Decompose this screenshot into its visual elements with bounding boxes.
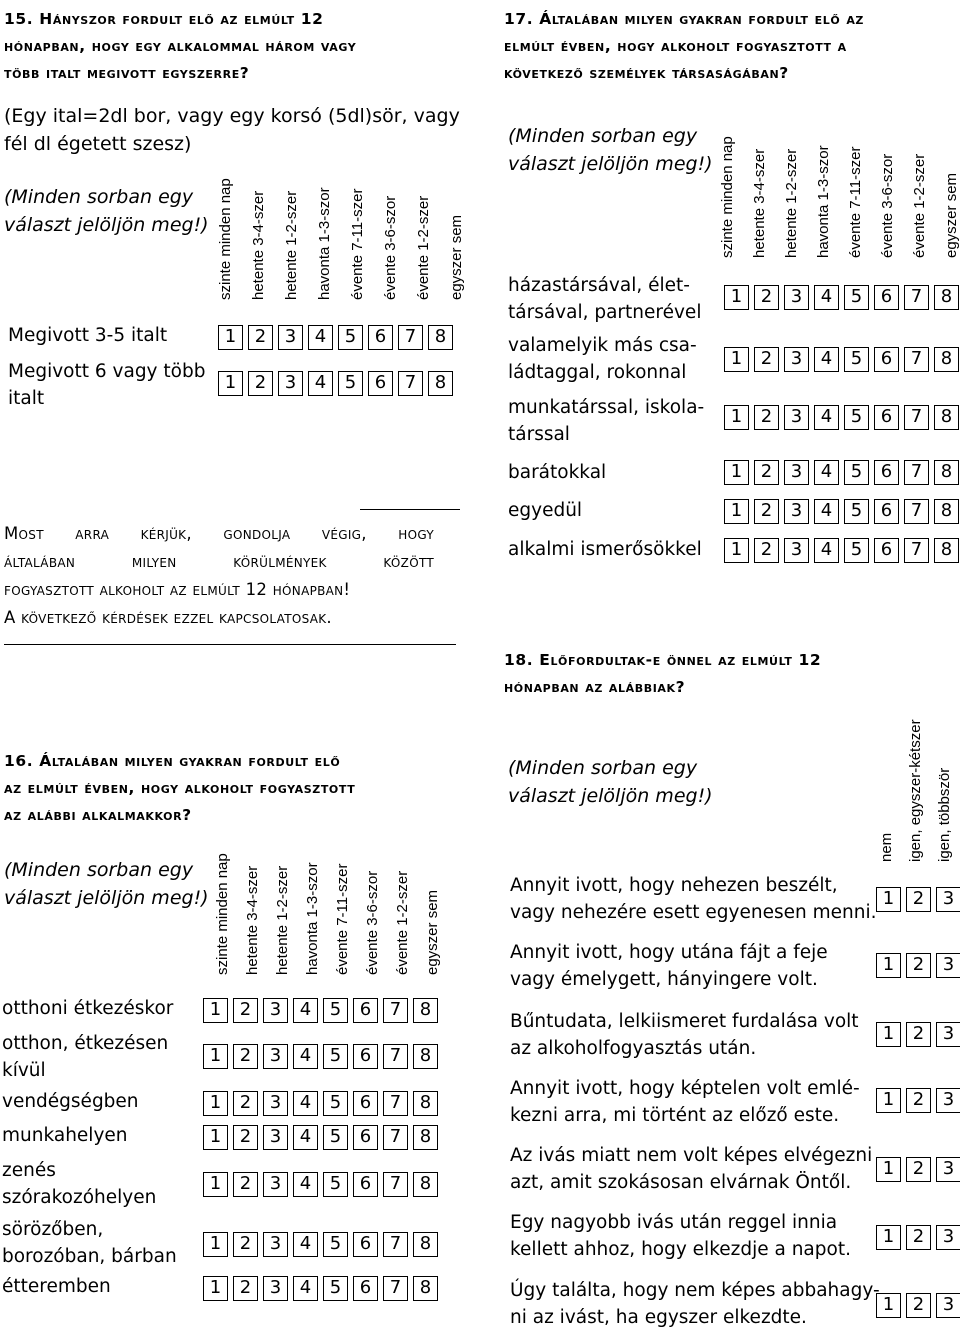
q15-definition-line2: fél dl égetett szesz) — [4, 133, 192, 155]
q16-header-6: évente 3-6-szor — [364, 870, 381, 975]
q17-row5-option-7[interactable]: 7 — [904, 499, 929, 524]
q16-instruction-line2: választ jelöljön meg!) — [4, 887, 209, 909]
q17-row1-option-5[interactable]: 5 — [844, 285, 869, 310]
q17-row5-option-3[interactable]: 3 — [784, 499, 809, 524]
q16-row3-option-1[interactable]: 1 — [203, 1091, 228, 1116]
q17-row4-option-1[interactable]: 1 — [724, 460, 749, 485]
q17-row5-option-4[interactable]: 4 — [814, 499, 839, 524]
q18-row7-option-1[interactable]: 1 — [876, 1293, 901, 1318]
q16-row-label-line1: otthoni étkezéskor — [2, 998, 174, 1019]
q16-header-7: évente 1-2-szer — [394, 870, 411, 975]
q17-row5-option-1[interactable]: 1 — [724, 499, 749, 524]
q16-answer-options-5 — [203, 1172, 443, 1197]
q17-row4-option-2[interactable]: 2 — [754, 460, 779, 485]
q15-definition-line1: (Egy ital=2dl bor, vagy egy korsó (5dl)sör, vagy — [4, 105, 460, 127]
q17-row6-option-1[interactable]: 1 — [724, 538, 749, 563]
q17-row1-option-3[interactable]: 3 — [784, 285, 809, 310]
q15-title-line3: több italt megivott egyszerre? — [4, 64, 250, 82]
q16-row-label-7 — [2, 1273, 111, 1300]
q17-row-label-line1: egyedül — [508, 500, 583, 521]
q18-row-label-line1: Annyit ivott, hogy nehezen beszélt, — [510, 875, 838, 896]
q18-title-line2: hónapban az alábbiak? — [504, 678, 686, 696]
q17-row2-option-7[interactable]: 7 — [904, 347, 929, 372]
q17-row3-option-3[interactable]: 3 — [784, 405, 809, 430]
q17-header-1: szinte minden nap — [719, 136, 736, 258]
q15-row2-option-1[interactable]: 1 — [218, 371, 243, 396]
q15-row1-option-3[interactable]: 3 — [278, 325, 303, 350]
q18-row2-option-1[interactable]: 1 — [876, 953, 901, 978]
q17-row2-option-1[interactable]: 1 — [724, 347, 749, 372]
q16-row2-option-6[interactable]: 6 — [353, 1044, 378, 1069]
q17-row-label-line2: ládtaggal, rokonnal — [508, 362, 687, 383]
q16-row5-option-8[interactable]: 8 — [413, 1172, 438, 1197]
q18-row1-option-3[interactable]: 3 — [936, 887, 960, 912]
q16-row5-option-7[interactable]: 7 — [383, 1172, 408, 1197]
q18-instruction-line2: választ jelöljön meg!) — [508, 785, 713, 807]
q17-row3-option-8[interactable]: 8 — [934, 405, 959, 430]
q15-row2-option-8[interactable]: 8 — [428, 371, 453, 396]
q17-row6-option-7[interactable]: 7 — [904, 538, 929, 563]
q16-row7-option-2[interactable]: 2 — [233, 1276, 258, 1301]
q16-row2-option-3[interactable]: 3 — [263, 1044, 288, 1069]
q15-row1-option-8[interactable]: 8 — [428, 325, 453, 350]
q17-row6-option-4[interactable]: 4 — [814, 538, 839, 563]
q17-row4-option-3[interactable]: 3 — [784, 460, 809, 485]
q17-header-7: évente 1-2-szer — [911, 153, 928, 258]
q16-row2-option-4[interactable]: 4 — [293, 1044, 318, 1069]
q17-header-8: egyszer sem — [943, 172, 960, 258]
q15-header-5: évente 7-11-szer — [349, 188, 366, 300]
q16-row4-option-8[interactable]: 8 — [413, 1125, 438, 1150]
q16-row3-option-6[interactable]: 6 — [353, 1091, 378, 1116]
q17-row-label-line1: alkalmi ismerősökkel — [508, 539, 702, 560]
q17-row5-option-6[interactable]: 6 — [874, 499, 899, 524]
q15-row1-option-1[interactable]: 1 — [218, 325, 243, 350]
q16-row7-option-3[interactable]: 3 — [263, 1276, 288, 1301]
q17-header-2: hetente 3-4-szer — [751, 148, 768, 258]
note-line3: fogyasztott alkoholt az elmúlt 12 hónapban! — [4, 580, 351, 599]
q15-instruction-line2: választ jelöljön meg!) — [4, 214, 209, 236]
q17-row3-option-7[interactable]: 7 — [904, 405, 929, 430]
q18-row-label-1 — [510, 872, 876, 926]
q16-row6-option-4[interactable]: 4 — [293, 1232, 318, 1257]
q17-row1-option-1[interactable]: 1 — [724, 285, 749, 310]
q18-row-label-line2: vagy nehezére esett egyenesen menni. — [510, 902, 877, 923]
q16-header-2: hetente 3-4-szer — [244, 865, 261, 975]
q17-row4-option-4[interactable]: 4 — [814, 460, 839, 485]
q15-row1-option-6[interactable]: 6 — [368, 325, 393, 350]
q17-row1-option-7[interactable]: 7 — [904, 285, 929, 310]
q15-header-4: havonta 1-3-szor — [316, 187, 333, 300]
q17-row6-option-6[interactable]: 6 — [874, 538, 899, 563]
q17-title-line3: következő személyek társaságában? — [504, 64, 789, 82]
q17-row2-option-6[interactable]: 6 — [874, 347, 899, 372]
q16-row1-option-8[interactable]: 8 — [413, 998, 438, 1023]
q18-row5-option-2[interactable]: 2 — [906, 1157, 931, 1182]
q18-row-label-line2: kellett ahhoz, hogy elkezdje a napot. — [510, 1239, 851, 1260]
q16-row-label-line1: zenés — [2, 1160, 56, 1181]
q16-row1-option-2[interactable]: 2 — [233, 998, 258, 1023]
q15-header-8: egyszer sem — [448, 214, 465, 300]
q18-row-label-line2: az alkoholfogyasztás után. — [510, 1038, 757, 1059]
q16-header-3: hetente 1-2-szer — [274, 865, 291, 975]
q16-row1-option-6[interactable]: 6 — [353, 998, 378, 1023]
q16-row3-option-5[interactable]: 5 — [323, 1091, 348, 1116]
q15-header-2: hetente 3-4-szer — [250, 190, 267, 300]
q16-row-label-line1: otthon, étkezésen — [2, 1033, 169, 1054]
note-line1: Most arra kérjük, gondolja végig, hogy — [4, 524, 434, 543]
q15-row2-option-6[interactable]: 6 — [368, 371, 393, 396]
q17-row3-option-5[interactable]: 5 — [844, 405, 869, 430]
q18-row6-option-1[interactable]: 1 — [876, 1225, 901, 1250]
q17-instruction-line1: (Minden sorban egy — [508, 125, 698, 147]
q17-row-label-line2: társával, partnerével — [508, 302, 702, 323]
q16-row6-option-6[interactable]: 6 — [353, 1232, 378, 1257]
q18-instruction-line1: (Minden sorban egy — [508, 757, 698, 779]
q18-row1-option-1[interactable]: 1 — [876, 887, 901, 912]
q17-row6-option-5[interactable]: 5 — [844, 538, 869, 563]
q16-row1-option-5[interactable]: 5 — [323, 998, 348, 1023]
q18-title-line1: 18. Előfordultak-e önnel az elmúlt 12 — [504, 651, 822, 669]
q18-answer-options-4 — [876, 1088, 960, 1113]
q18-row7-option-3[interactable]: 3 — [936, 1293, 960, 1318]
q18-row2-option-3[interactable]: 3 — [936, 953, 960, 978]
q16-row-label-line2: borozóban, bárban — [2, 1246, 177, 1267]
q16-row5-option-5[interactable]: 5 — [323, 1172, 348, 1197]
q18-row-label-line1: Annyit ivott, hogy utána fájt a feje — [510, 942, 828, 963]
q18-row-label-3 — [510, 1008, 859, 1062]
q18-row-label-6 — [510, 1209, 851, 1263]
q16-title-line3: az alábbi alkalmakkor? — [4, 806, 192, 824]
q16-row5-option-1[interactable]: 1 — [203, 1172, 228, 1197]
q16-row1-option-1[interactable]: 1 — [203, 998, 228, 1023]
q16-instruction-line1: (Minden sorban egy — [4, 859, 194, 881]
q17-row6-option-8[interactable]: 8 — [934, 538, 959, 563]
q18-row6-option-3[interactable]: 3 — [936, 1225, 960, 1250]
q16-header-8: egyszer sem — [424, 889, 441, 975]
q18-row5-option-1[interactable]: 1 — [876, 1157, 901, 1182]
q16-row7-option-8[interactable]: 8 — [413, 1276, 438, 1301]
q16-answer-options-1 — [203, 998, 443, 1023]
q18-header-1: nem — [878, 832, 895, 862]
q17-row-label-line1: házastársával, élet- — [508, 275, 690, 296]
q16-row7-option-4[interactable]: 4 — [293, 1276, 318, 1301]
q16-row7-option-7[interactable]: 7 — [383, 1276, 408, 1301]
q16-row-label-3 — [2, 1088, 139, 1115]
q17-row4-option-5[interactable]: 5 — [844, 460, 869, 485]
q15-row1-option-4[interactable]: 4 — [308, 325, 333, 350]
q17-row2-option-3[interactable]: 3 — [784, 347, 809, 372]
q16-row1-option-4[interactable]: 4 — [293, 998, 318, 1023]
q18-row-label-line2: vagy émelygett, hányingere volt. — [510, 969, 818, 990]
q16-title-line2: az elmúlt évben, hogy alkoholt fogyasztott — [4, 779, 356, 797]
q16-row6-option-8[interactable]: 8 — [413, 1232, 438, 1257]
q16-row2-option-7[interactable]: 7 — [383, 1044, 408, 1069]
q17-header-5: évente 7-11-szer — [847, 146, 864, 258]
q16-row-label-5 — [2, 1157, 156, 1211]
q17-row4-option-7[interactable]: 7 — [904, 460, 929, 485]
q16-answer-options-7 — [203, 1276, 443, 1301]
q17-row-label-line1: munkatárssal, iskola- — [508, 397, 705, 418]
q17-row-label-line1: valamelyik más csa- — [508, 335, 697, 356]
q15-row2-option-7[interactable]: 7 — [398, 371, 423, 396]
q16-title-line1: 16. Általában milyen gyakran fordult elő — [4, 752, 341, 770]
q18-answer-options-6 — [876, 1225, 960, 1250]
q17-title-line2: elmúlt évben, hogy alkoholt fogyasztott a — [504, 37, 847, 55]
q18-row4-option-1[interactable]: 1 — [876, 1088, 901, 1113]
q18-row3-option-1[interactable]: 1 — [876, 1022, 901, 1047]
q17-row5-option-5[interactable]: 5 — [844, 499, 869, 524]
q15-header-3: hetente 1-2-szer — [283, 190, 300, 300]
q18-row-label-7 — [510, 1277, 880, 1331]
q16-row3-option-4[interactable]: 4 — [293, 1091, 318, 1116]
q17-row-label-line2: társsal — [508, 424, 570, 445]
q16-answer-options-6 — [203, 1232, 443, 1257]
q16-row-label-2 — [2, 1030, 168, 1084]
q16-row4-option-1[interactable]: 1 — [203, 1125, 228, 1150]
q16-row7-option-5[interactable]: 5 — [323, 1276, 348, 1301]
q16-answer-options-4 — [203, 1125, 443, 1150]
q16-row-label-6 — [2, 1216, 177, 1270]
q16-row-label-1 — [2, 995, 173, 1022]
q16-row6-option-7[interactable]: 7 — [383, 1232, 408, 1257]
q17-header-6: évente 3-6-szor — [879, 153, 896, 258]
q18-answer-options-1 — [876, 887, 960, 912]
q15-title-line2: hónapban, hogy egy alkalommal három vagy — [4, 37, 357, 55]
q17-row3-option-2[interactable]: 2 — [754, 405, 779, 430]
q16-row6-option-2[interactable]: 2 — [233, 1232, 258, 1257]
q17-row2-option-2[interactable]: 2 — [754, 347, 779, 372]
q18-row6-option-2[interactable]: 2 — [906, 1225, 931, 1250]
q16-row6-option-3[interactable]: 3 — [263, 1232, 288, 1257]
q18-row-label-line2: azt, amit szokásosan elvárnak Öntől. — [510, 1172, 852, 1193]
q16-header-4: havonta 1-3-szor — [304, 862, 321, 975]
q17-row3-option-4[interactable]: 4 — [814, 405, 839, 430]
q18-row-label-5 — [510, 1142, 872, 1196]
q15-row2-option-3[interactable]: 3 — [278, 371, 303, 396]
q16-row5-option-3[interactable]: 3 — [263, 1172, 288, 1197]
q15-header-1: szinte minden nap — [217, 178, 234, 300]
q18-row3-option-2[interactable]: 2 — [906, 1022, 931, 1047]
q17-row5-option-8[interactable]: 8 — [934, 499, 959, 524]
q18-row-label-4 — [510, 1075, 860, 1129]
q15-row2-option-4[interactable]: 4 — [308, 371, 333, 396]
q18-row-label-line1: Bűntudata, lelkiismeret furdalása volt — [510, 1011, 859, 1032]
q16-answer-options-2 — [203, 1044, 443, 1069]
q18-answer-options-2 — [876, 953, 960, 978]
q17-header-4: havonta 1-3-szor — [815, 145, 832, 258]
q18-answer-options-7 — [876, 1293, 960, 1318]
q16-row4-option-7[interactable]: 7 — [383, 1125, 408, 1150]
q16-row4-option-3[interactable]: 3 — [263, 1125, 288, 1150]
q18-row-label-line1: Úgy találta, hogy nem képes abbahagy- — [510, 1280, 880, 1301]
q18-row-label-2 — [510, 939, 828, 993]
q16-row-label-line1: étteremben — [2, 1276, 111, 1297]
q16-row5-option-2[interactable]: 2 — [233, 1172, 258, 1197]
q16-row3-option-8[interactable]: 8 — [413, 1091, 438, 1116]
q15-row-label-line1: Megivott 6 vagy több — [8, 361, 206, 382]
q15-header-6: évente 3-6-szor — [382, 195, 399, 300]
q16-row-label-4 — [2, 1122, 128, 1149]
q15-instruction-line1: (Minden sorban egy — [4, 186, 194, 208]
q18-answer-options-5 — [876, 1157, 960, 1182]
q18-row-label-line1: Annyit ivott, hogy képtelen volt emlé- — [510, 1078, 860, 1099]
q16-row-label-line1: munkahelyen — [2, 1125, 128, 1146]
q15-row-label-line1: Megivott 3-5 italt — [8, 325, 168, 346]
q18-row3-option-3[interactable]: 3 — [936, 1022, 960, 1047]
q16-row-label-line1: vendégségben — [2, 1091, 139, 1112]
q16-header-1: szinte minden nap — [214, 853, 231, 975]
q16-row4-option-2[interactable]: 2 — [233, 1125, 258, 1150]
q15-row2-option-5[interactable]: 5 — [338, 371, 363, 396]
q16-row5-option-4[interactable]: 4 — [293, 1172, 318, 1197]
q18-row-label-line2: kezni arra, mi történt az előző este. — [510, 1105, 840, 1126]
q18-row-label-line1: Egy nagyobb ivás után reggel innia — [510, 1212, 838, 1233]
q16-row1-option-7[interactable]: 7 — [383, 998, 408, 1023]
q15-header-7: évente 1-2-szer — [415, 195, 432, 300]
q16-row6-option-5[interactable]: 5 — [323, 1232, 348, 1257]
q16-row5-option-6[interactable]: 6 — [353, 1172, 378, 1197]
q18-row4-option-3[interactable]: 3 — [936, 1088, 960, 1113]
q15-row-label-line2: italt — [8, 388, 45, 409]
q16-row-label-line2: szórakozóhelyen — [2, 1187, 157, 1208]
q16-row4-option-6[interactable]: 6 — [353, 1125, 378, 1150]
note-line2: általában milyen körülmények között — [4, 552, 434, 571]
q15-row1-option-7[interactable]: 7 — [398, 325, 423, 350]
q15-row1-option-2[interactable]: 2 — [248, 325, 273, 350]
q18-header-3: igen, többször — [936, 767, 953, 862]
q16-row3-option-7[interactable]: 7 — [383, 1091, 408, 1116]
q17-row6-option-2[interactable]: 2 — [754, 538, 779, 563]
q16-row4-option-5[interactable]: 5 — [323, 1125, 348, 1150]
q16-row4-option-4[interactable]: 4 — [293, 1125, 318, 1150]
q16-row3-option-2[interactable]: 2 — [233, 1091, 258, 1116]
q17-title-line1: 17. Általában milyen gyakran fordult elő az — [504, 10, 865, 28]
q17-row1-option-6[interactable]: 6 — [874, 285, 899, 310]
q17-row6-option-3[interactable]: 3 — [784, 538, 809, 563]
q17-row2-option-4[interactable]: 4 — [814, 347, 839, 372]
q15-row1-option-5[interactable]: 5 — [338, 325, 363, 350]
q16-row-label-line1: sörözőben, — [2, 1219, 104, 1240]
q15-title-line1: 15. Hányszor fordult elő az elmúlt 12 — [4, 10, 324, 28]
q18-row1-option-2[interactable]: 2 — [906, 887, 931, 912]
q18-row4-option-2[interactable]: 2 — [906, 1088, 931, 1113]
q18-row7-option-2[interactable]: 2 — [906, 1293, 931, 1318]
q16-row2-option-2[interactable]: 2 — [233, 1044, 258, 1069]
q17-row2-option-5[interactable]: 5 — [844, 347, 869, 372]
q16-row-label-line2: kívül — [2, 1060, 46, 1081]
q16-row7-option-6[interactable]: 6 — [353, 1276, 378, 1301]
q18-row5-option-3[interactable]: 3 — [936, 1157, 960, 1182]
q17-row1-option-4[interactable]: 4 — [814, 285, 839, 310]
q16-row6-option-1[interactable]: 1 — [203, 1232, 228, 1257]
q17-instruction-line2: választ jelöljön meg!) — [508, 153, 713, 175]
q17-row4-option-8[interactable]: 8 — [934, 460, 959, 485]
q16-answer-options-3 — [203, 1091, 443, 1116]
q17-row2-option-8[interactable]: 8 — [934, 347, 959, 372]
q16-row1-option-3[interactable]: 3 — [263, 998, 288, 1023]
q17-header-3: hetente 1-2-szer — [783, 148, 800, 258]
q16-header-5: évente 7-11-szer — [334, 863, 351, 975]
q15-row2-option-2[interactable]: 2 — [248, 371, 273, 396]
q17-row3-option-6[interactable]: 6 — [874, 405, 899, 430]
q17-row3-option-1[interactable]: 1 — [724, 405, 749, 430]
q17-row5-option-2[interactable]: 2 — [754, 499, 779, 524]
note-line4: A következő kérdések ezzel kapcsolatosak. — [4, 608, 332, 627]
q18-row-label-line2: ni az ivást, ha egyszer elkezdte. — [510, 1307, 807, 1328]
q17-row-label-line1: barátokkal — [508, 462, 607, 483]
q17-row1-option-2[interactable]: 2 — [754, 285, 779, 310]
q16-row2-option-1[interactable]: 1 — [203, 1044, 228, 1069]
q17-row1-option-8[interactable]: 8 — [934, 285, 959, 310]
q18-answer-options-3 — [876, 1022, 960, 1047]
q16-row3-option-3[interactable]: 3 — [263, 1091, 288, 1116]
q17-row4-option-6[interactable]: 6 — [874, 460, 899, 485]
q16-row2-option-8[interactable]: 8 — [413, 1044, 438, 1069]
q18-header-2: igen, egyszer-kétszer — [907, 719, 924, 862]
q18-row-label-line1: Az ivás miatt nem volt képes elvégezni — [510, 1145, 873, 1166]
q16-row7-option-1[interactable]: 1 — [203, 1276, 228, 1301]
q18-row2-option-2[interactable]: 2 — [906, 953, 931, 978]
q16-row2-option-5[interactable]: 5 — [323, 1044, 348, 1069]
